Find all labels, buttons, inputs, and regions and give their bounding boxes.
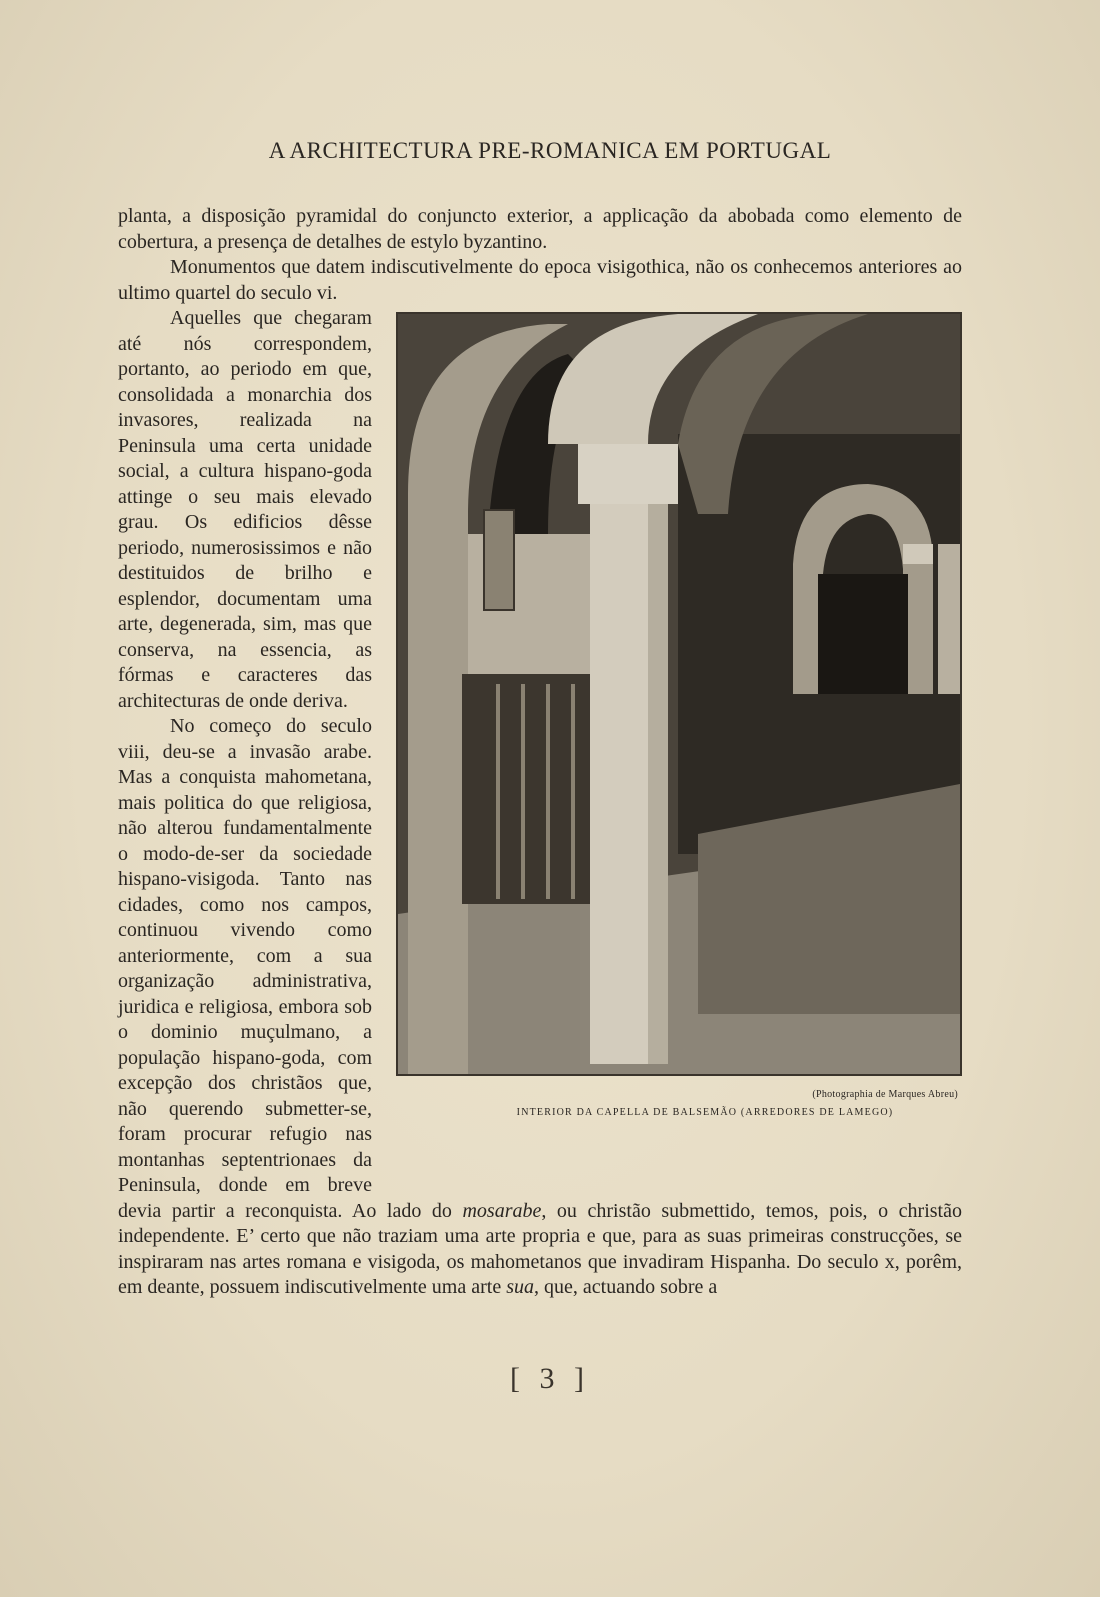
page-number: [ 3 ]	[510, 1362, 590, 1395]
paragraph-3-text: Aquelles que chegaram até nós correspondem, portanto, ao periodo em que, consolidada a monarchia dos invasores, realizada na Peninsula uma certa unidade social, a cultura hispano-goda attinge o seu mais elevado grau. Os edificios dêsse periodo, numerosissimos e não destituidos de brilho e esplendor, documentam uma arte, degenerada, sim, mas que conserva, na essencia, as fórmas e caracteres das architecturas de onde deriva.	[118, 307, 372, 712]
paragraph-2: Monumentos que datem indiscutivelmente do epoca visigothica, não os conhecemos anteriores ao ultimo quartel do seculo vi.	[118, 256, 962, 304]
figure-caption: INTERIOR DA CAPELLA DE BALSEMÃO (ARREDORES DE LAMEGO)	[516, 1107, 894, 1118]
italic-term-sua: sua	[506, 1276, 535, 1298]
paragraph-4-text: No começo do seculo viii, deu-se a invasão arabe. Mas a conquista mahometana, mais politica do que religiosa, não alterou fundamentalmente o modo-de-ser da sociedade hispano-visigoda. Tanto nas cidades, como nos campos, continuou vivendo como anteriormente, com a sua organização administrativa, juridica e religiosa, embora sob o dominio muçulmano, a população hispano-goda, com excepção dos christãos que, não querendo submetter-se, foram procurar refugio nas montanhas septentrionaes da Peninsula, donde em breve devia partir a reconquista. Ao lado do	[118, 715, 463, 1222]
italic-term-mosarabe: mosarabe	[462, 1199, 542, 1222]
photo-credit: (Photographia de Marques Abreu)	[812, 1089, 958, 1100]
figure	[396, 312, 962, 1180]
paragraph-4-mid: , ou christão submettido, temos, pois, o christão independente. E’ certo que não traziam uma arte propria e que, para as suas primeiras construcções, se inspiraram nas artes romana e visigoda, os mahometanos que invadiram Hispanha. Do seculo x, porêm, em deante, possuem indiscutivelmente uma arte	[118, 1199, 962, 1298]
chapel-interior-image	[398, 314, 960, 1074]
photograph	[396, 312, 962, 1076]
paragraph-1: planta, a disposição pyramidal do conjuncto exterior, a applicação da abobada como elemento de cobertura, a presença de detalhes de estylo byzantino.	[118, 205, 962, 253]
running-header: A ARCHITECTURA PRE-ROMANICA EM PORTUGAL	[268, 138, 832, 163]
body-text	[118, 204, 962, 1301]
paragraph-4-end: , que, actuando sobre a	[534, 1276, 718, 1298]
